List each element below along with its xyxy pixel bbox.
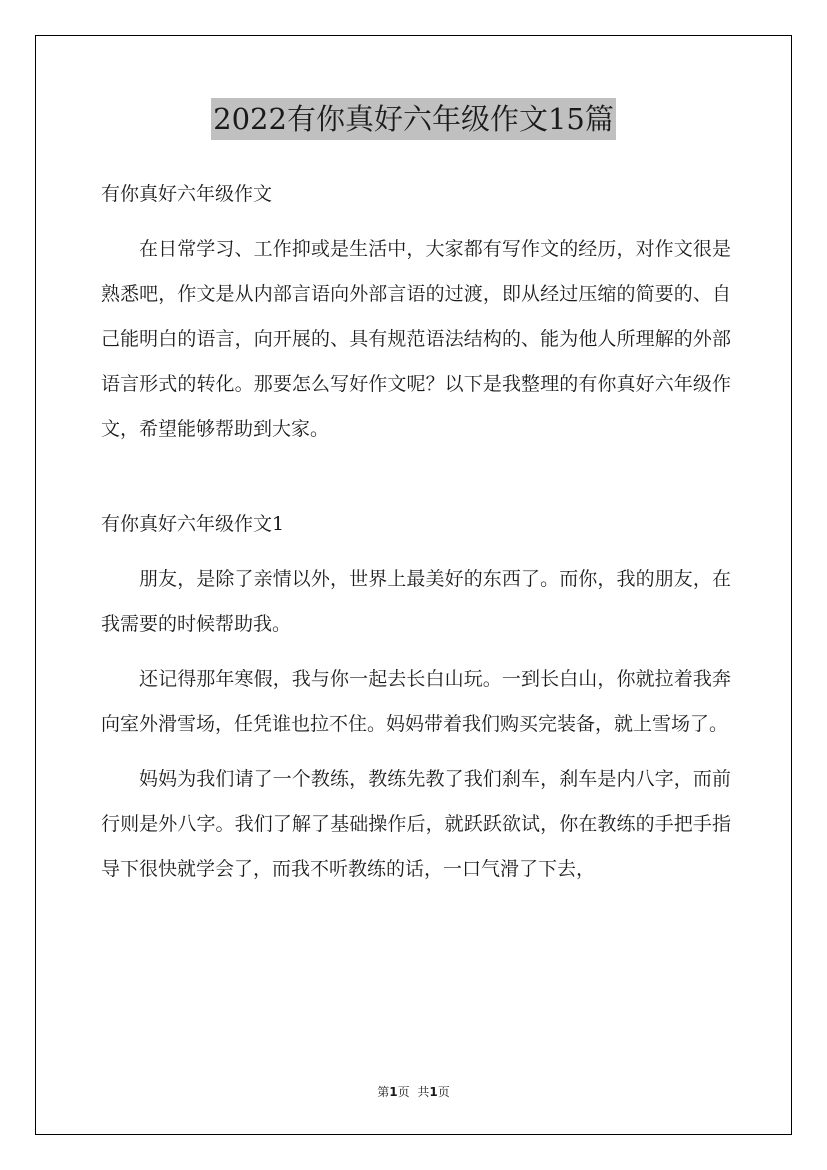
footer-total-pages: 1 [429, 1085, 438, 1099]
body-paragraph-3: 妈妈为我们请了一个教练，教练先教了我们刹车，刹车是内八字，而前行则是外八字。我们了解了基础操作后，就跃跃欲试，你在教练的手把手指导下很快就学会了，而我不听教练的话，一口气滑了下去， [101, 768, 731, 880]
section-heading: 有你真好六年级作文1 [101, 513, 285, 535]
footer-page-suffix: 页 [397, 1085, 410, 1099]
footer-total-suffix: 页 [437, 1085, 450, 1099]
intro-paragraph: 在日常学习、工作抑或是生活中，大家都有写作文的经历，对作文很是熟悉吧，作文是从内部言语向外部言语的过渡，即从经过压缩的简要的、自己能明白的语言，向开展的、具有规范语法结构的、能为他人所理解的外部语言形式的转化。那要怎么写好作文呢？以下是我整理的有你真好六年级作文，希望能够帮助到大家。 [101, 238, 731, 440]
document-body [101, 172, 731, 892]
footer-prefix: 第 [377, 1085, 390, 1099]
page-footer [0, 1082, 827, 1102]
body-paragraph-2: 还记得那年寒假，我与你一起去长白山玩。一到长白山，你就拉着我奔向室外滑雪场，任凭谁也拉不住。妈妈带着我们购买完装备，就上雪场了。 [101, 668, 731, 735]
footer-total-prefix: 共 [417, 1085, 430, 1099]
title-container [0, 98, 827, 140]
document-subtitle: 有你真好六年级作文 [101, 183, 273, 205]
body-paragraph-1: 朋友，是除了亲情以外，世界上最美好的东西了。而你，我的朋友，在我需要的时候帮助我。 [101, 568, 731, 635]
document-title: 2022有你真好六年级作文15篇 [211, 98, 616, 140]
footer-page-number: 1 [389, 1085, 398, 1099]
